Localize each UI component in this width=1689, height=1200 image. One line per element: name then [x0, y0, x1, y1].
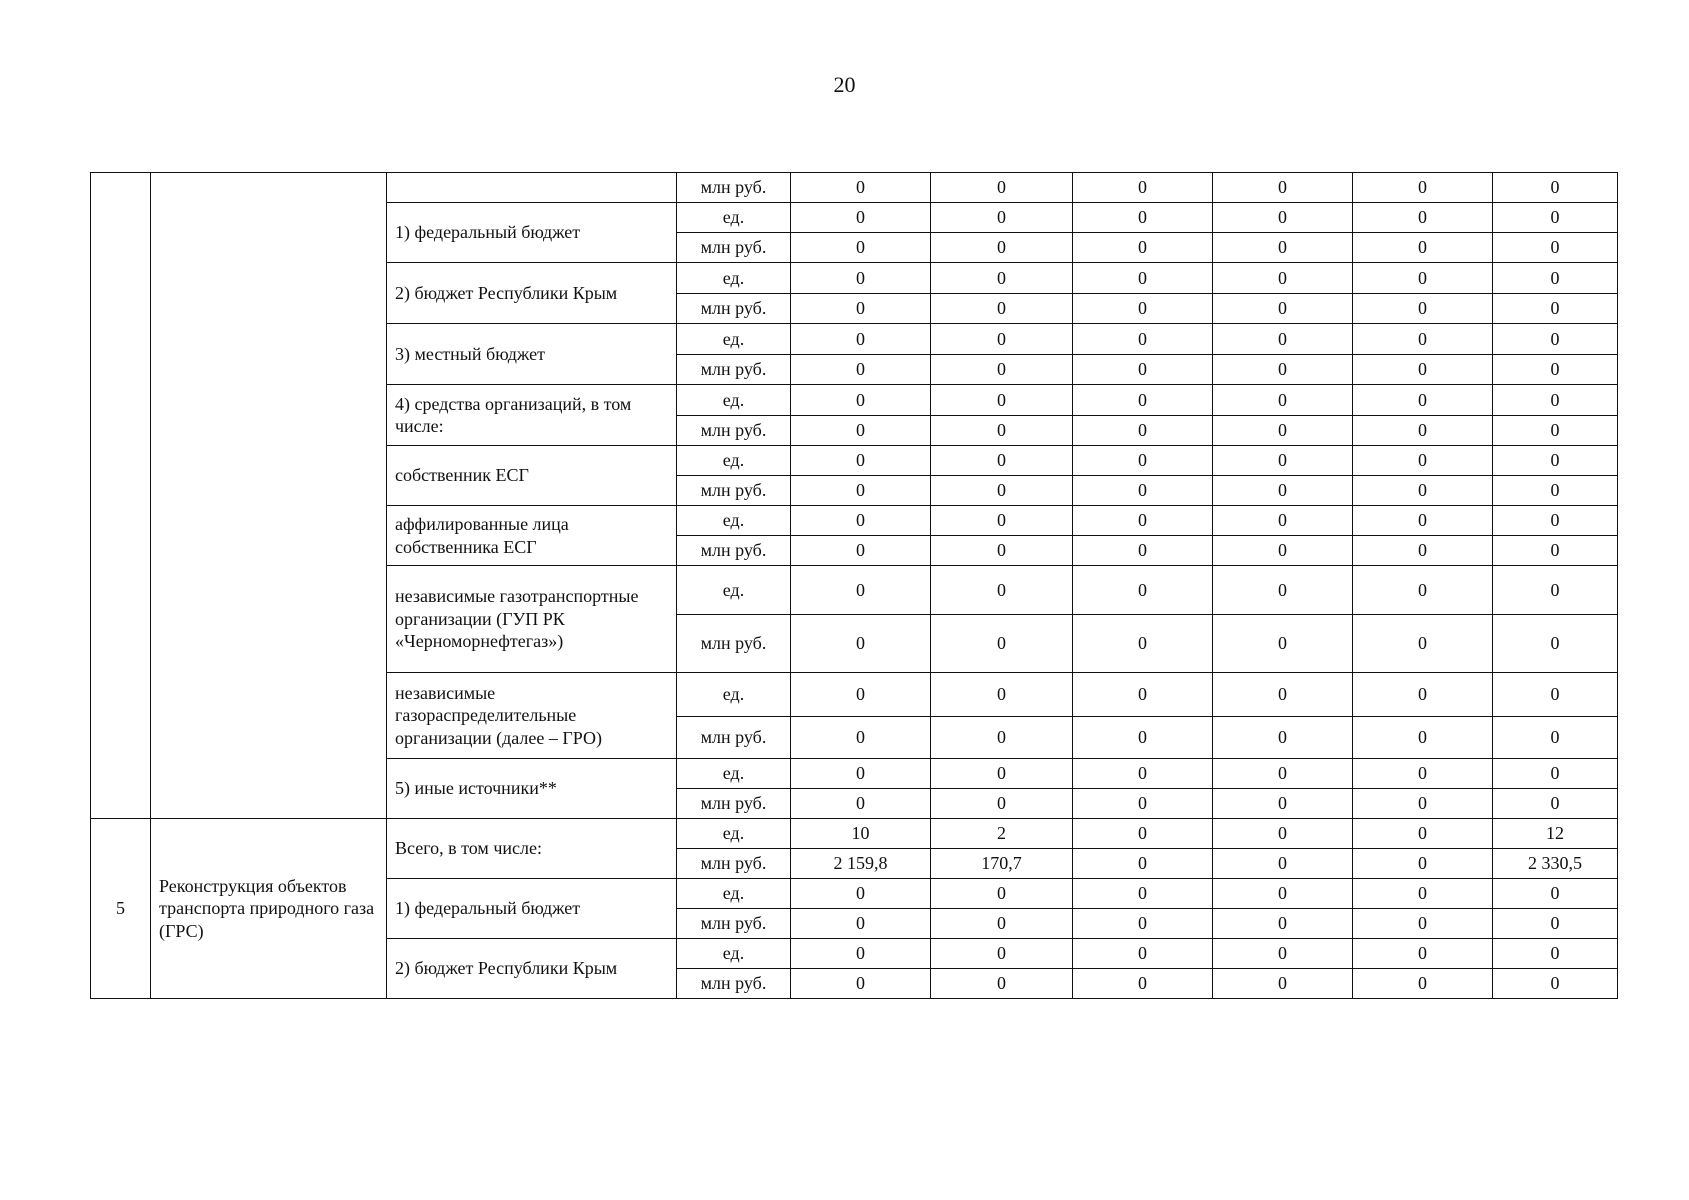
value-cell: 0	[1493, 566, 1618, 615]
item-index-cell	[91, 173, 151, 819]
value-cell: 0	[1493, 324, 1618, 355]
value-cell: 2 159,8	[791, 849, 931, 879]
value-cell: 0	[791, 173, 931, 203]
value-cell: 0	[1493, 263, 1618, 294]
value-cell: 0	[1493, 717, 1618, 759]
value-cell: 0	[931, 506, 1073, 536]
unit-cell: ед.	[677, 385, 791, 416]
value-cell: 0	[1073, 416, 1213, 446]
value-cell: 0	[1073, 673, 1213, 717]
value-cell: 0	[1493, 879, 1618, 909]
value-cell: 0	[931, 203, 1073, 233]
value-cell: 0	[791, 789, 931, 819]
value-cell: 0	[1353, 385, 1493, 416]
value-cell: 0	[1353, 203, 1493, 233]
value-cell: 170,7	[931, 849, 1073, 879]
value-cell: 0	[1493, 969, 1618, 999]
unit-cell: ед.	[677, 673, 791, 717]
value-cell: 0	[1493, 909, 1618, 939]
value-cell: 0	[1353, 446, 1493, 476]
value-cell: 0	[931, 909, 1073, 939]
value-cell: 0	[1353, 416, 1493, 446]
unit-cell: ед.	[677, 939, 791, 969]
value-cell: 0	[1353, 673, 1493, 717]
value-cell: 0	[1493, 615, 1618, 673]
value-cell: 0	[931, 879, 1073, 909]
value-cell: 0	[791, 536, 931, 566]
source-label-cell: 1) федеральный бюджет	[387, 879, 677, 939]
unit-cell: млн руб.	[677, 909, 791, 939]
value-cell: 0	[1213, 203, 1353, 233]
value-cell: 0	[1493, 939, 1618, 969]
value-cell: 0	[1493, 506, 1618, 536]
value-cell: 0	[1213, 939, 1353, 969]
value-cell: 0	[1213, 849, 1353, 879]
value-cell: 0	[931, 615, 1073, 673]
value-cell: 0	[791, 416, 931, 446]
source-label-cell: 5) иные источники**	[387, 759, 677, 819]
unit-cell: млн руб.	[677, 849, 791, 879]
value-cell: 0	[931, 717, 1073, 759]
value-cell: 0	[1493, 385, 1618, 416]
value-cell: 0	[1353, 173, 1493, 203]
value-cell: 0	[931, 263, 1073, 294]
table-row	[91, 819, 1618, 849]
value-cell: 0	[1073, 939, 1213, 969]
value-cell: 0	[1213, 385, 1353, 416]
value-cell: 0	[1213, 446, 1353, 476]
value-cell: 0	[1493, 416, 1618, 446]
value-cell: 0	[931, 566, 1073, 615]
source-label-cell: 4) средства организаций, в том числе:	[387, 385, 677, 446]
value-cell: 0	[791, 673, 931, 717]
unit-cell: ед.	[677, 263, 791, 294]
value-cell: 12	[1493, 819, 1618, 849]
value-cell: 0	[1073, 909, 1213, 939]
value-cell: 0	[1073, 233, 1213, 263]
unit-cell: ед.	[677, 566, 791, 615]
value-cell: 0	[1213, 879, 1353, 909]
value-cell: 0	[1353, 849, 1493, 879]
value-cell: 0	[1353, 759, 1493, 789]
value-cell: 0	[1353, 939, 1493, 969]
value-cell: 0	[791, 446, 931, 476]
unit-cell: млн руб.	[677, 294, 791, 324]
value-cell: 0	[1353, 294, 1493, 324]
value-cell: 0	[1493, 355, 1618, 385]
value-cell: 0	[1353, 263, 1493, 294]
value-cell: 0	[1493, 233, 1618, 263]
value-cell: 0	[791, 203, 931, 233]
value-cell: 0	[931, 536, 1073, 566]
unit-cell: млн руб.	[677, 173, 791, 203]
unit-cell: млн руб.	[677, 789, 791, 819]
source-label-cell	[387, 173, 677, 203]
value-cell: 0	[1213, 263, 1353, 294]
source-label-cell: аффилированные лица собственника ЕСГ	[387, 506, 677, 566]
value-cell: 0	[1073, 536, 1213, 566]
source-label-cell: 3) местный бюджет	[387, 324, 677, 385]
value-cell: 0	[791, 939, 931, 969]
value-cell: 2 330,5	[1493, 849, 1618, 879]
value-cell: 0	[1213, 233, 1353, 263]
value-cell: 0	[1073, 789, 1213, 819]
unit-cell: ед.	[677, 446, 791, 476]
unit-cell: ед.	[677, 203, 791, 233]
source-label-cell: независимые газораспределительные организации (далее – ГРО)	[387, 673, 677, 759]
value-cell: 0	[931, 416, 1073, 446]
value-cell: 0	[1213, 324, 1353, 355]
value-cell: 0	[791, 476, 931, 506]
value-cell: 0	[931, 969, 1073, 999]
value-cell: 0	[1213, 566, 1353, 615]
value-cell: 0	[1213, 506, 1353, 536]
value-cell: 0	[1353, 969, 1493, 999]
value-cell: 0	[791, 909, 931, 939]
value-cell: 0	[1073, 969, 1213, 999]
unit-cell: млн руб.	[677, 355, 791, 385]
value-cell: 0	[1213, 819, 1353, 849]
unit-cell: млн руб.	[677, 717, 791, 759]
value-cell: 0	[931, 476, 1073, 506]
source-label-cell: независимые газотранспортные организации (ГУП РК «Черноморнефтегаз»)	[387, 566, 677, 673]
value-cell: 0	[1213, 476, 1353, 506]
value-cell: 0	[1073, 446, 1213, 476]
unit-cell: млн руб.	[677, 416, 791, 446]
value-cell: 0	[931, 939, 1073, 969]
value-cell: 0	[1353, 506, 1493, 536]
value-cell: 0	[1073, 566, 1213, 615]
unit-cell: ед.	[677, 506, 791, 536]
value-cell: 0	[1493, 759, 1618, 789]
value-cell: 0	[791, 324, 931, 355]
value-cell: 0	[1493, 789, 1618, 819]
unit-cell: млн руб.	[677, 536, 791, 566]
value-cell: 0	[791, 355, 931, 385]
value-cell: 0	[1073, 355, 1213, 385]
value-cell: 0	[931, 355, 1073, 385]
value-cell: 0	[1073, 385, 1213, 416]
value-cell: 0	[1353, 789, 1493, 819]
value-cell: 10	[791, 819, 931, 849]
value-cell: 0	[1213, 294, 1353, 324]
unit-cell: ед.	[677, 819, 791, 849]
value-cell: 0	[931, 673, 1073, 717]
value-cell: 0	[791, 969, 931, 999]
value-cell: 0	[1213, 759, 1353, 789]
value-cell: 0	[1353, 879, 1493, 909]
value-cell: 0	[1353, 566, 1493, 615]
value-cell: 0	[791, 233, 931, 263]
value-cell: 0	[791, 615, 931, 673]
value-cell: 0	[931, 294, 1073, 324]
value-cell: 0	[1353, 536, 1493, 566]
value-cell: 0	[791, 385, 931, 416]
value-cell: 0	[791, 879, 931, 909]
table-row	[91, 173, 1618, 203]
value-cell: 0	[1213, 173, 1353, 203]
value-cell: 0	[1213, 615, 1353, 673]
value-cell: 0	[1073, 476, 1213, 506]
source-label-cell: 2) бюджет Республики Крым	[387, 263, 677, 324]
source-label-cell: 2) бюджет Республики Крым	[387, 939, 677, 999]
value-cell: 0	[791, 506, 931, 536]
value-cell: 0	[1073, 324, 1213, 355]
value-cell: 0	[1073, 506, 1213, 536]
page-number: 20	[833, 72, 856, 97]
unit-cell: ед.	[677, 879, 791, 909]
item-index-cell: 5	[91, 819, 151, 999]
value-cell: 0	[931, 173, 1073, 203]
value-cell: 0	[1073, 717, 1213, 759]
value-cell: 0	[1493, 294, 1618, 324]
unit-cell: млн руб.	[677, 476, 791, 506]
value-cell: 0	[1073, 759, 1213, 789]
value-cell: 0	[791, 566, 931, 615]
value-cell: 0	[1073, 294, 1213, 324]
value-cell: 0	[1493, 536, 1618, 566]
unit-cell: млн руб.	[677, 615, 791, 673]
value-cell: 0	[1353, 233, 1493, 263]
unit-cell: млн руб.	[677, 969, 791, 999]
value-cell: 0	[931, 385, 1073, 416]
value-cell: 0	[1073, 879, 1213, 909]
value-cell: 0	[1493, 203, 1618, 233]
value-cell: 0	[1073, 819, 1213, 849]
value-cell: 0	[1213, 717, 1353, 759]
value-cell: 0	[1353, 615, 1493, 673]
value-cell: 0	[931, 324, 1073, 355]
value-cell: 0	[1493, 476, 1618, 506]
value-cell: 0	[1353, 476, 1493, 506]
unit-cell: ед.	[677, 324, 791, 355]
value-cell: 0	[1213, 416, 1353, 446]
value-cell: 0	[1353, 355, 1493, 385]
item-title-cell	[151, 173, 387, 819]
value-cell: 0	[1073, 615, 1213, 673]
item-title-cell: Реконструкция объектов транспорта природного газа (ГРС)	[151, 819, 387, 999]
value-cell: 0	[791, 717, 931, 759]
value-cell: 0	[931, 789, 1073, 819]
value-cell: 0	[1353, 819, 1493, 849]
value-cell: 0	[1213, 789, 1353, 819]
value-cell: 0	[931, 446, 1073, 476]
value-cell: 0	[791, 263, 931, 294]
value-cell: 0	[1073, 173, 1213, 203]
value-cell: 0	[1353, 717, 1493, 759]
value-cell: 0	[931, 233, 1073, 263]
unit-cell: ед.	[677, 759, 791, 789]
value-cell: 2	[931, 819, 1073, 849]
value-cell: 0	[1213, 673, 1353, 717]
value-cell: 0	[1493, 673, 1618, 717]
value-cell: 0	[1073, 263, 1213, 294]
value-cell: 0	[931, 759, 1073, 789]
source-label-cell: 1) федеральный бюджет	[387, 203, 677, 263]
value-cell: 0	[1493, 173, 1618, 203]
source-label-cell: собственник ЕСГ	[387, 446, 677, 506]
value-cell: 0	[1353, 324, 1493, 355]
value-cell: 0	[1213, 969, 1353, 999]
value-cell: 0	[1213, 909, 1353, 939]
financing-table	[90, 172, 1618, 999]
value-cell: 0	[1073, 849, 1213, 879]
value-cell: 0	[1353, 909, 1493, 939]
value-cell: 0	[791, 294, 931, 324]
value-cell: 0	[1213, 536, 1353, 566]
unit-cell: млн руб.	[677, 233, 791, 263]
value-cell: 0	[1073, 203, 1213, 233]
source-label-cell: Всего, в том числе:	[387, 819, 677, 879]
value-cell: 0	[1213, 355, 1353, 385]
value-cell: 0	[791, 759, 931, 789]
value-cell: 0	[1493, 446, 1618, 476]
